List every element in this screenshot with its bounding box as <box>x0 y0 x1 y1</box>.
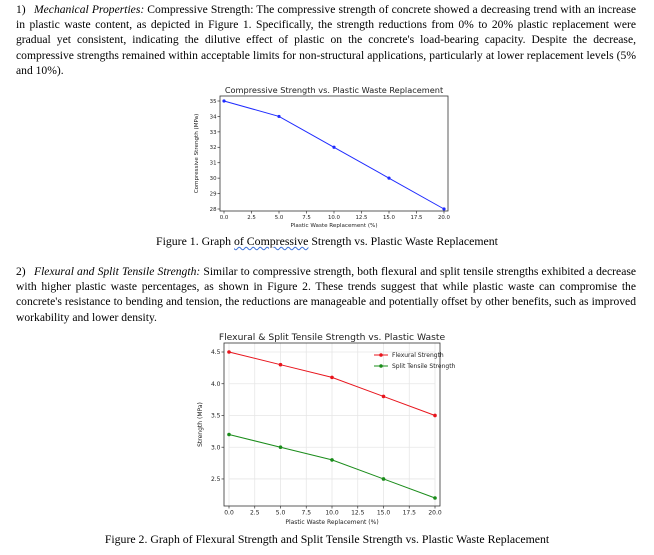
x-tick-label: 15.0 <box>382 214 396 221</box>
y-tick-label: 4.0 <box>210 380 221 388</box>
y-tick-label: 35 <box>209 98 217 105</box>
series-line <box>224 101 444 209</box>
section-number: 2) <box>16 265 26 278</box>
caption-text: Figure 1. Graph <box>156 234 235 248</box>
section-lead: Flexural and Split Tensile Strength: <box>34 265 201 278</box>
data-point <box>277 115 280 118</box>
data-point <box>433 496 437 500</box>
y-tick-label: 4.5 <box>210 349 221 357</box>
x-tick-label: 7.5 <box>301 509 312 517</box>
data-point <box>227 350 231 354</box>
caption-text: Strength vs. Plastic Waste Replacement <box>308 234 498 248</box>
data-point <box>330 458 334 462</box>
x-tick-label: 2.5 <box>249 509 260 517</box>
x-axis-label: Plastic Waste Replacement (%) <box>290 223 378 229</box>
x-tick-label: 12.5 <box>355 214 368 221</box>
x-tick-label: 20.0 <box>428 509 442 517</box>
section-lead: Mechanical Properties: <box>34 3 145 16</box>
x-tick-label: 20.0 <box>437 214 451 221</box>
data-point <box>382 477 386 481</box>
data-point <box>332 146 335 149</box>
y-tick-label: 3.0 <box>210 444 221 452</box>
x-tick-label: 10.0 <box>325 509 339 517</box>
y-tick-label: 29 <box>209 191 217 198</box>
y-tick-label: 31 <box>209 160 217 167</box>
data-point <box>227 433 231 437</box>
y-axis-label: Strength (MPa) <box>197 402 204 447</box>
y-tick-label: 2.5 <box>210 476 221 484</box>
data-point <box>222 99 225 102</box>
legend-marker <box>379 353 383 357</box>
data-point <box>382 395 386 399</box>
y-axis-label: Compressive Strength (MPa) <box>194 113 200 194</box>
chart-title: Compressive Strength vs. Plastic Waste Replacement <box>224 85 444 95</box>
legend-label: Split Tensile Strength <box>392 363 456 371</box>
x-tick-label: 12.5 <box>351 509 365 517</box>
caption-text-flagged: of Compressive <box>234 234 309 248</box>
flexural-split-tensile-chart <box>192 328 462 528</box>
data-point <box>442 207 445 210</box>
data-point <box>279 363 283 367</box>
x-tick-label: 0.0 <box>219 214 229 221</box>
x-axis-label: Plastic Waste Replacement (%) <box>285 519 379 526</box>
section-body: Compressive Strength: The compressive strength of concrete showed a decreasing trend with an increase in plastic waste content, as depicted in Figure 1. Specifically, the strength reductions from 0% to 20% plastic replacement were gradual yet consistent, indicating the dilutive effect of plastic on the concrete's load-bearing capacity. Despite the decrease, compressive strengths remained within acceptable limits for non-structural applications, particularly at lower replacement levels (5% and 10%). <box>16 3 637 77</box>
x-tick-label: 5.0 <box>275 509 286 517</box>
x-tick-label: 10.0 <box>327 214 341 221</box>
plot-frame <box>220 96 448 211</box>
section-number: 1) <box>16 3 26 16</box>
y-tick-label: 3.5 <box>210 412 221 420</box>
figure-1-caption <box>0 234 654 249</box>
data-point <box>279 445 283 449</box>
x-tick-label: 7.5 <box>302 214 311 221</box>
y-tick-label: 28 <box>209 206 217 213</box>
data-point <box>387 177 390 180</box>
section-1-paragraph <box>16 2 636 78</box>
y-tick-label: 30 <box>209 176 217 183</box>
section-body: Similar to compressive strength, both flexural and split tensile strengths exhibited a decrease with higher plastic waste percentages, as shown in Figure 2. These trends suggest that while plastic waste can compromise the concrete's resistance to bending and tension, the reductions are manageable and potentially offset by other benefits, such as improved workability and lower density. <box>16 265 636 324</box>
chart-title: Flexural & Split Tensile Strength vs. Plastic Waste <box>218 332 446 343</box>
legend-marker <box>379 364 383 368</box>
legend-label: Flexural Strength <box>392 352 444 360</box>
x-tick-label: 17.5 <box>410 214 423 221</box>
y-tick-label: 32 <box>209 145 217 152</box>
compressive-strength-chart <box>190 81 460 229</box>
section-2-paragraph <box>16 264 636 325</box>
y-tick-label: 34 <box>209 114 217 121</box>
y-tick-label: 33 <box>209 129 217 136</box>
figure-2-caption: Figure 2. Graph of Flexural Strength and Split Tensile Strength vs. Plastic Waste Replacement <box>104 532 550 546</box>
x-tick-label: 2.5 <box>247 214 256 221</box>
data-point <box>433 414 437 418</box>
x-tick-label: 0.0 <box>224 509 234 517</box>
data-point <box>330 376 334 380</box>
x-tick-label: 17.5 <box>402 509 416 517</box>
x-tick-label: 15.0 <box>376 509 391 517</box>
x-tick-label: 5.0 <box>274 214 284 221</box>
